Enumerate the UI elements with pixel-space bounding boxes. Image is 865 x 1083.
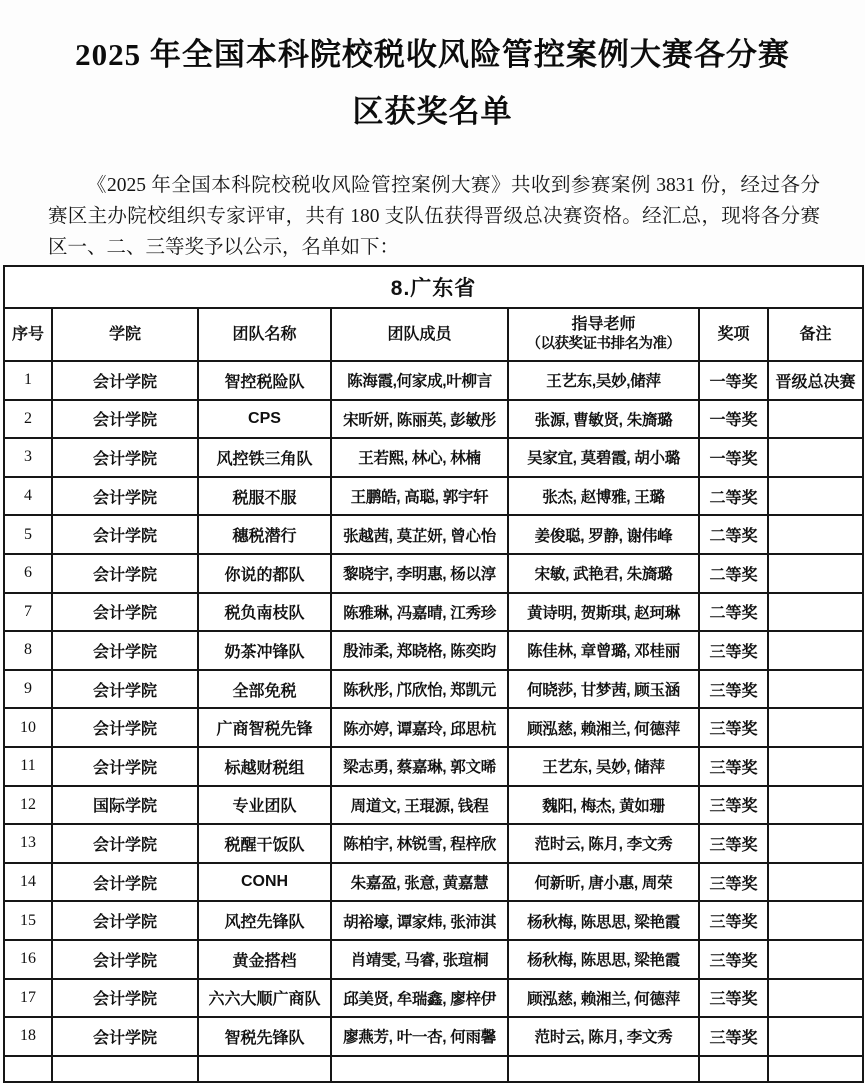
award-table-body xyxy=(4,361,863,1056)
cell-team: 标越财税组 xyxy=(198,747,331,786)
cell-no: 11 xyxy=(4,747,52,786)
table-row xyxy=(4,824,863,863)
cell-college: 会计学院 xyxy=(52,863,198,902)
cell-no: 7 xyxy=(4,593,52,632)
cell-no: 16 xyxy=(4,940,52,979)
cell-teachers: 顾泓慈, 赖湘兰, 何德萍 xyxy=(508,708,699,747)
cell-teachers: 杨秋梅, 陈思思, 梁艳霞 xyxy=(508,940,699,979)
cell-no: 2 xyxy=(4,400,52,439)
cell-award: 一等奖 xyxy=(699,438,768,477)
cell-note xyxy=(768,593,863,632)
cell-members: 邱美贤, 牟瑞鑫, 廖梓伊 xyxy=(331,979,508,1018)
cell-award: 三等奖 xyxy=(699,786,768,825)
cell-award: 三等奖 xyxy=(699,863,768,902)
cell-note xyxy=(768,901,863,940)
table-row xyxy=(4,708,863,747)
cell-team: 智税先锋队 xyxy=(198,1017,331,1056)
cell-no: 4 xyxy=(4,477,52,516)
cell-team: 风控先锋队 xyxy=(198,901,331,940)
table-row xyxy=(4,593,863,632)
cell-no: 1 xyxy=(4,361,52,400)
cell-no: 12 xyxy=(4,786,52,825)
cell-team: 税服不服 xyxy=(198,477,331,516)
cell-college: 会计学院 xyxy=(52,901,198,940)
table-row xyxy=(4,515,863,554)
header-college: 学院 xyxy=(52,308,198,361)
cell-teachers: 吴家宜, 莫碧霞, 胡小璐 xyxy=(508,438,699,477)
cell-team: CONH xyxy=(198,863,331,902)
cell-award: 二等奖 xyxy=(699,477,768,516)
cell-team: 风控铁三角队 xyxy=(198,438,331,477)
cell-award: 三等奖 xyxy=(699,940,768,979)
cell-teachers: 王艺东,吴妙,储萍 xyxy=(508,361,699,400)
cell-note xyxy=(768,670,863,709)
cell-college: 国际学院 xyxy=(52,786,198,825)
table-row xyxy=(4,786,863,825)
cell-college: 会计学院 xyxy=(52,631,198,670)
award-table-overflow xyxy=(4,1056,863,1082)
cell-team: 智控税险队 xyxy=(198,361,331,400)
header-no: 序号 xyxy=(4,308,52,361)
cell-members: 殷沛柔, 郑晓格, 陈奕昀 xyxy=(331,631,508,670)
cell-note xyxy=(768,824,863,863)
cell-college: 会计学院 xyxy=(52,824,198,863)
cell-note xyxy=(768,863,863,902)
cell-note xyxy=(768,400,863,439)
cell-college: 会计学院 xyxy=(52,708,198,747)
cell-no: 10 xyxy=(4,708,52,747)
header-teachers xyxy=(508,308,699,361)
page-title xyxy=(6,26,859,140)
cell-award: 三等奖 xyxy=(699,979,768,1018)
table-row xyxy=(4,863,863,902)
cell-members: 陈亦婷, 谭嘉玲, 邱思杭 xyxy=(331,708,508,747)
cell-members: 黎晓宇, 李明惠, 杨以淳 xyxy=(331,554,508,593)
cell-note xyxy=(768,631,863,670)
page-title-line1: 2025 年全国本科院校税收风险管控案例大赛各分赛 xyxy=(75,37,790,72)
cell-award: 三等奖 xyxy=(699,670,768,709)
section-title: 8.广东省 xyxy=(4,266,863,308)
cell-college: 会计学院 xyxy=(52,554,198,593)
table-row-partial xyxy=(4,1056,863,1082)
cell-college: 会计学院 xyxy=(52,361,198,400)
cell-note xyxy=(768,786,863,825)
cell-members: 陈秋彤, 邝欣怡, 郑凯元 xyxy=(331,670,508,709)
cell-college: 会计学院 xyxy=(52,515,198,554)
cell-no: 18 xyxy=(4,1017,52,1056)
cell-team: 六六大顺广商队 xyxy=(198,979,331,1018)
cell-members: 陈海霞,何家成,叶柳言 xyxy=(331,361,508,400)
cell-college: 会计学院 xyxy=(52,670,198,709)
table-row xyxy=(4,979,863,1018)
cell-teachers: 顾泓慈, 赖湘兰, 何德萍 xyxy=(508,979,699,1018)
cell-teachers: 陈佳林, 章曾璐, 邓桂丽 xyxy=(508,631,699,670)
header-award: 奖项 xyxy=(699,308,768,361)
award-table xyxy=(3,265,864,1083)
cell-award: 二等奖 xyxy=(699,554,768,593)
cell-members: 梁志勇, 蔡嘉琳, 郭文晞 xyxy=(331,747,508,786)
cell-teachers: 杨秋梅, 陈思思, 梁艳霞 xyxy=(508,901,699,940)
cell-award: 三等奖 xyxy=(699,901,768,940)
cell-no: 17 xyxy=(4,979,52,1018)
cell-college: 会计学院 xyxy=(52,979,198,1018)
cell-college: 会计学院 xyxy=(52,747,198,786)
document-page xyxy=(0,26,865,1054)
cell-note xyxy=(768,554,863,593)
cell-note xyxy=(768,1017,863,1056)
cell-note: 晋级总决赛 xyxy=(768,361,863,400)
cell-team: 你说的都队 xyxy=(198,554,331,593)
cell-note xyxy=(768,438,863,477)
cell-no: 9 xyxy=(4,670,52,709)
cell-teachers: 王艺东, 吴妙, 储萍 xyxy=(508,747,699,786)
cell-no: 6 xyxy=(4,554,52,593)
cell-award: 三等奖 xyxy=(699,708,768,747)
cell-members: 宋昕妍, 陈丽英, 彭敏彤 xyxy=(331,400,508,439)
cell-no: 5 xyxy=(4,515,52,554)
cell-award: 二等奖 xyxy=(699,515,768,554)
cell-teachers: 张源, 曹敏贤, 朱旖璐 xyxy=(508,400,699,439)
cell-teachers: 何新昕, 唐小惠, 周荣 xyxy=(508,863,699,902)
cell-note xyxy=(768,747,863,786)
cell-members: 王若熙, 林心, 林楠 xyxy=(331,438,508,477)
cell-no: 3 xyxy=(4,438,52,477)
cell-award: 三等奖 xyxy=(699,824,768,863)
cell-team: 穗税潜行 xyxy=(198,515,331,554)
cell-teachers: 范时云, 陈月, 李文秀 xyxy=(508,824,699,863)
table-row xyxy=(4,631,863,670)
cell-team: 全部免税 xyxy=(198,670,331,709)
cell-team: 税醒干饭队 xyxy=(198,824,331,863)
cell-no: 8 xyxy=(4,631,52,670)
cell-award: 一等奖 xyxy=(699,400,768,439)
cell-award: 三等奖 xyxy=(699,1017,768,1056)
header-note: 备注 xyxy=(768,308,863,361)
table-row xyxy=(4,361,863,400)
cell-members: 肖靖雯, 马睿, 张瑄桐 xyxy=(331,940,508,979)
cell-team: 税负南枝队 xyxy=(198,593,331,632)
header-teachers-line2: （以获奖证书排名为准） xyxy=(526,336,681,353)
cell-no: 15 xyxy=(4,901,52,940)
cell-team: 专业团队 xyxy=(198,786,331,825)
intro-paragraph: 《2025 年全国本科院校税收风险管控案例大赛》共收到参赛案例 3831 份，经过各分赛区主办院校组织专家评审，共有 180 支队伍获得晋级总决赛资格。经汇总，现将各分赛区一、二、三等奖予以公示，名单如下： xyxy=(48,175,820,258)
cell-note xyxy=(768,979,863,1018)
header-teachers-line1: 指导老师 xyxy=(571,316,636,334)
table-section-row xyxy=(4,266,863,308)
cell-note xyxy=(768,940,863,979)
cell-college: 会计学院 xyxy=(52,940,198,979)
cell-note xyxy=(768,477,863,516)
page-title-line2: 区获奖名单 xyxy=(352,94,513,129)
cell-award: 三等奖 xyxy=(699,747,768,786)
cell-college: 会计学院 xyxy=(52,400,198,439)
cell-teachers: 宋敏, 武艳君, 朱旖璐 xyxy=(508,554,699,593)
cell-members: 廖燕芳, 叶一杏, 何雨馨 xyxy=(331,1017,508,1056)
table-row xyxy=(4,901,863,940)
header-members: 团队成员 xyxy=(331,308,508,361)
table-row xyxy=(4,438,863,477)
cell-members: 周道文, 王琨源, 钱程 xyxy=(331,786,508,825)
cell-teachers: 魏阳, 梅杰, 黄如珊 xyxy=(508,786,699,825)
table-row xyxy=(4,554,863,593)
table-row xyxy=(4,477,863,516)
cell-award: 一等奖 xyxy=(699,361,768,400)
cell-members: 王鹏皓, 高聪, 郭宇轩 xyxy=(331,477,508,516)
header-team: 团队名称 xyxy=(198,308,331,361)
table-header-row xyxy=(4,308,863,361)
cell-teachers: 何晓莎, 甘梦茜, 顾玉涵 xyxy=(508,670,699,709)
cell-college: 会计学院 xyxy=(52,593,198,632)
cell-teachers: 黄诗明, 贺斯琪, 赵珂琳 xyxy=(508,593,699,632)
cell-teachers: 范时云, 陈月, 李文秀 xyxy=(508,1017,699,1056)
cell-award: 三等奖 xyxy=(699,631,768,670)
cell-team: 广商智税先锋 xyxy=(198,708,331,747)
cell-no: 14 xyxy=(4,863,52,902)
cell-members: 张越茜, 莫芷妍, 曾心怡 xyxy=(331,515,508,554)
cell-college: 会计学院 xyxy=(52,1017,198,1056)
cell-team: CPS xyxy=(198,400,331,439)
table-row xyxy=(4,747,863,786)
cell-members: 陈柏宇, 林锐雪, 程梓欣 xyxy=(331,824,508,863)
cell-teachers: 姜俊聪, 罗静, 谢伟峰 xyxy=(508,515,699,554)
cell-members: 朱嘉盈, 张意, 黄嘉慧 xyxy=(331,863,508,902)
cell-note xyxy=(768,515,863,554)
cell-note xyxy=(768,708,863,747)
cell-members: 陈雅琳, 冯嘉晴, 江秀珍 xyxy=(331,593,508,632)
cell-no: 13 xyxy=(4,824,52,863)
cell-award: 二等奖 xyxy=(699,593,768,632)
cell-members: 胡裕壕, 谭家炜, 张沛淇 xyxy=(331,901,508,940)
cell-college: 会计学院 xyxy=(52,477,198,516)
table-row xyxy=(4,400,863,439)
cell-team: 奶茶冲锋队 xyxy=(198,631,331,670)
table-row xyxy=(4,670,863,709)
cell-teachers: 张杰, 赵博雅, 王璐 xyxy=(508,477,699,516)
table-row xyxy=(4,1017,863,1056)
table-row xyxy=(4,940,863,979)
cell-college: 会计学院 xyxy=(52,438,198,477)
cell-team: 黄金搭档 xyxy=(198,940,331,979)
